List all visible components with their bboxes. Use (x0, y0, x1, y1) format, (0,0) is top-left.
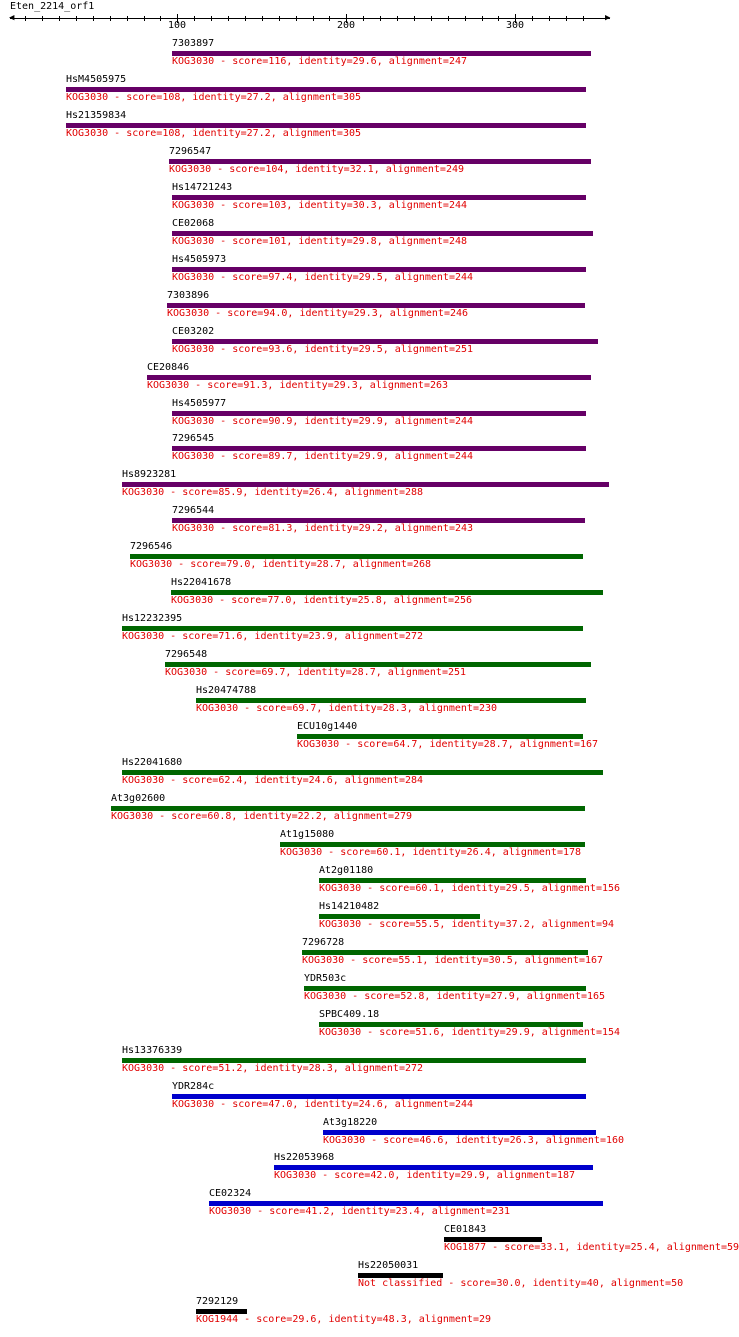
hit-description: KOG3030 - score=93.6, identity=29.5, alignment=251 (172, 344, 474, 355)
axis-tick (329, 16, 330, 21)
axis-tick (296, 16, 297, 21)
hit-description: KOG3030 - score=91.3, identity=29.3, alignment=263 (147, 380, 449, 391)
axis-tick (160, 16, 161, 21)
hit-name[interactable]: Hs22050031 (358, 1260, 419, 1271)
hit-description: KOG3030 - score=64.7, identity=28.7, alignment=167 (297, 739, 599, 750)
hit-description: KOG3030 - score=60.1, identity=26.4, alignment=178 (280, 847, 582, 858)
axis-tick (211, 16, 212, 21)
hit-name[interactable]: Hs22041678 (171, 577, 232, 588)
hit-name[interactable]: Hs20474788 (196, 685, 257, 696)
hit-name[interactable]: Hs22053968 (274, 1152, 335, 1163)
hit-description: KOG3030 - score=77.0, identity=25.8, alignment=256 (171, 595, 473, 606)
hit-description: KOG3030 - score=97.4, identity=29.5, alignment=244 (172, 272, 474, 283)
hit-name[interactable]: Hs14721243 (172, 182, 233, 193)
axis-tick (498, 16, 499, 21)
axis-tick (482, 16, 483, 21)
hit-description: KOG3030 - score=69.7, identity=28.3, alignment=230 (196, 703, 498, 714)
hit-description: KOG3030 - score=116, identity=29.6, alignment=247 (172, 56, 468, 67)
axis-tick (313, 16, 314, 21)
axis-tick-label: 300 (505, 20, 525, 31)
axis-tick (532, 16, 533, 21)
hit-description: KOG3030 - score=89.7, identity=29.9, alignment=244 (172, 451, 474, 462)
hit-description: Not classified - score=30.0, identity=40, alignment=50 (358, 1278, 684, 1289)
hit-name[interactable]: Hs14210482 (319, 901, 380, 912)
hit-name[interactable]: 7296545 (172, 433, 215, 444)
hit-description: KOG3030 - score=94.0, identity=29.3, alignment=246 (167, 308, 469, 319)
axis-tick (245, 16, 246, 21)
hit-name[interactable]: CE01843 (444, 1224, 487, 1235)
hit-name[interactable]: 7296547 (169, 146, 212, 157)
hit-name[interactable]: 7292129 (196, 1296, 239, 1307)
hit-name[interactable]: Hs22041680 (122, 757, 183, 768)
hit-name[interactable]: 7303896 (167, 290, 210, 301)
hit-description: KOG3030 - score=103, identity=30.3, alignment=244 (172, 200, 468, 211)
hit-name[interactable]: At3g02600 (111, 793, 166, 804)
hit-description: KOG1877 - score=33.1, identity=25.4, alignment=59 (444, 1242, 739, 1253)
hit-name[interactable]: SPBC409.18 (319, 1009, 380, 1020)
axis-tick (262, 16, 263, 21)
hit-name[interactable]: CE02068 (172, 218, 215, 229)
hit-description: KOG3030 - score=90.9, identity=29.9, alignment=244 (172, 416, 474, 427)
axis-line (10, 18, 610, 19)
hit-description: KOG3030 - score=55.5, identity=37.2, alignment=94 (319, 919, 615, 930)
axis-tick (431, 16, 432, 21)
axis-tick (549, 16, 550, 21)
axis-tick (414, 16, 415, 21)
hit-name[interactable]: YDR284c (172, 1081, 215, 1092)
hit-name[interactable]: Hs8923281 (122, 469, 177, 480)
hit-name[interactable]: YDR503c (304, 973, 347, 984)
hit-description: KOG3030 - score=71.6, identity=23.9, alignment=272 (122, 631, 424, 642)
hit-description: KOG3030 - score=51.6, identity=29.9, alignment=154 (319, 1027, 621, 1038)
axis-tick (25, 16, 26, 21)
hit-description: KOG3030 - score=79.0, identity=28.7, alignment=268 (130, 559, 432, 570)
hit-name[interactable]: HsM4505975 (66, 74, 127, 85)
axis-tick (93, 16, 94, 21)
axis-tick (144, 16, 145, 21)
axis-tick-label: 100 (167, 20, 187, 31)
hit-name[interactable]: Hs13376339 (122, 1045, 183, 1056)
axis-tick (566, 16, 567, 21)
hit-description: KOG3030 - score=42.0, identity=29.9, alignment=187 (274, 1170, 576, 1181)
hit-name[interactable]: At2g01180 (319, 865, 374, 876)
axis-tick (42, 16, 43, 21)
hit-name[interactable]: Hs4505973 (172, 254, 227, 265)
axis-tick-label: 200 (336, 20, 356, 31)
axis-tick (76, 16, 77, 21)
hit-description: KOG3030 - score=55.1, identity=30.5, alignment=167 (302, 955, 604, 966)
hit-name[interactable]: Hs12232395 (122, 613, 183, 624)
hit-name[interactable]: CE03202 (172, 326, 215, 337)
hit-description: KOG3030 - score=51.2, identity=28.3, alignment=272 (122, 1063, 424, 1074)
hit-description: KOG3030 - score=41.2, identity=23.4, alignment=231 (209, 1206, 511, 1217)
axis-tick (397, 16, 398, 21)
axis-tick (363, 16, 364, 21)
axis-tick (380, 16, 381, 21)
hit-description: KOG3030 - score=47.0, identity=24.6, alignment=244 (172, 1099, 474, 1110)
hit-description: KOG3030 - score=46.6, identity=26.3, alignment=160 (323, 1135, 625, 1146)
hit-description: KOG3030 - score=104, identity=32.1, alignment=249 (169, 164, 465, 175)
axis-tick (448, 16, 449, 21)
hit-description: KOG3030 - score=60.1, identity=29.5, alignment=156 (319, 883, 621, 894)
hit-name[interactable]: 7296544 (172, 505, 215, 516)
hit-name[interactable]: 7296728 (302, 937, 345, 948)
hit-name[interactable]: Hs21359834 (66, 110, 127, 121)
hit-name[interactable]: ECU10g1440 (297, 721, 358, 732)
hit-description: KOG3030 - score=62.4, identity=24.6, alignment=284 (122, 775, 424, 786)
hit-description: KOG3030 - score=52.8, identity=27.9, alignment=165 (304, 991, 606, 1002)
axis-tick (465, 16, 466, 21)
hit-name[interactable]: At3g18220 (323, 1117, 378, 1128)
axis-tick (228, 16, 229, 21)
axis-right-arrow-icon: ▶ (605, 13, 611, 23)
hit-name[interactable]: 7296548 (165, 649, 208, 660)
hit-description: KOG3030 - score=85.9, identity=26.4, alignment=288 (122, 487, 424, 498)
query-title: Eten_2214_orf1 (10, 1, 95, 12)
hit-description: KOG3030 - score=60.8, identity=22.2, alignment=279 (111, 811, 413, 822)
axis-tick (59, 16, 60, 21)
hit-name[interactable]: CE02324 (209, 1188, 252, 1199)
axis-left-arrow-icon: ◀ (9, 13, 15, 23)
hit-name[interactable]: 7296546 (130, 541, 173, 552)
axis-tick (279, 16, 280, 21)
hit-description: KOG3030 - score=108, identity=27.2, alignment=305 (66, 92, 362, 103)
hit-description: KOG3030 - score=108, identity=27.2, alignment=305 (66, 128, 362, 139)
axis-tick (127, 16, 128, 21)
hit-name[interactable]: At1g15080 (280, 829, 335, 840)
axis-tick (110, 16, 111, 21)
hit-description: KOG3030 - score=69.7, identity=28.7, alignment=251 (165, 667, 467, 678)
axis-tick (194, 16, 195, 21)
hit-description: KOG3030 - score=81.3, identity=29.2, alignment=243 (172, 523, 474, 534)
axis-tick (583, 16, 584, 21)
hit-description: KOG1944 - score=29.6, identity=48.3, alignment=29 (196, 1314, 492, 1325)
hit-name[interactable]: Hs4505977 (172, 398, 227, 409)
hit-name[interactable]: CE20846 (147, 362, 190, 373)
hit-name[interactable]: 7303897 (172, 38, 215, 49)
hit-description: KOG3030 - score=101, identity=29.8, alignment=248 (172, 236, 468, 247)
